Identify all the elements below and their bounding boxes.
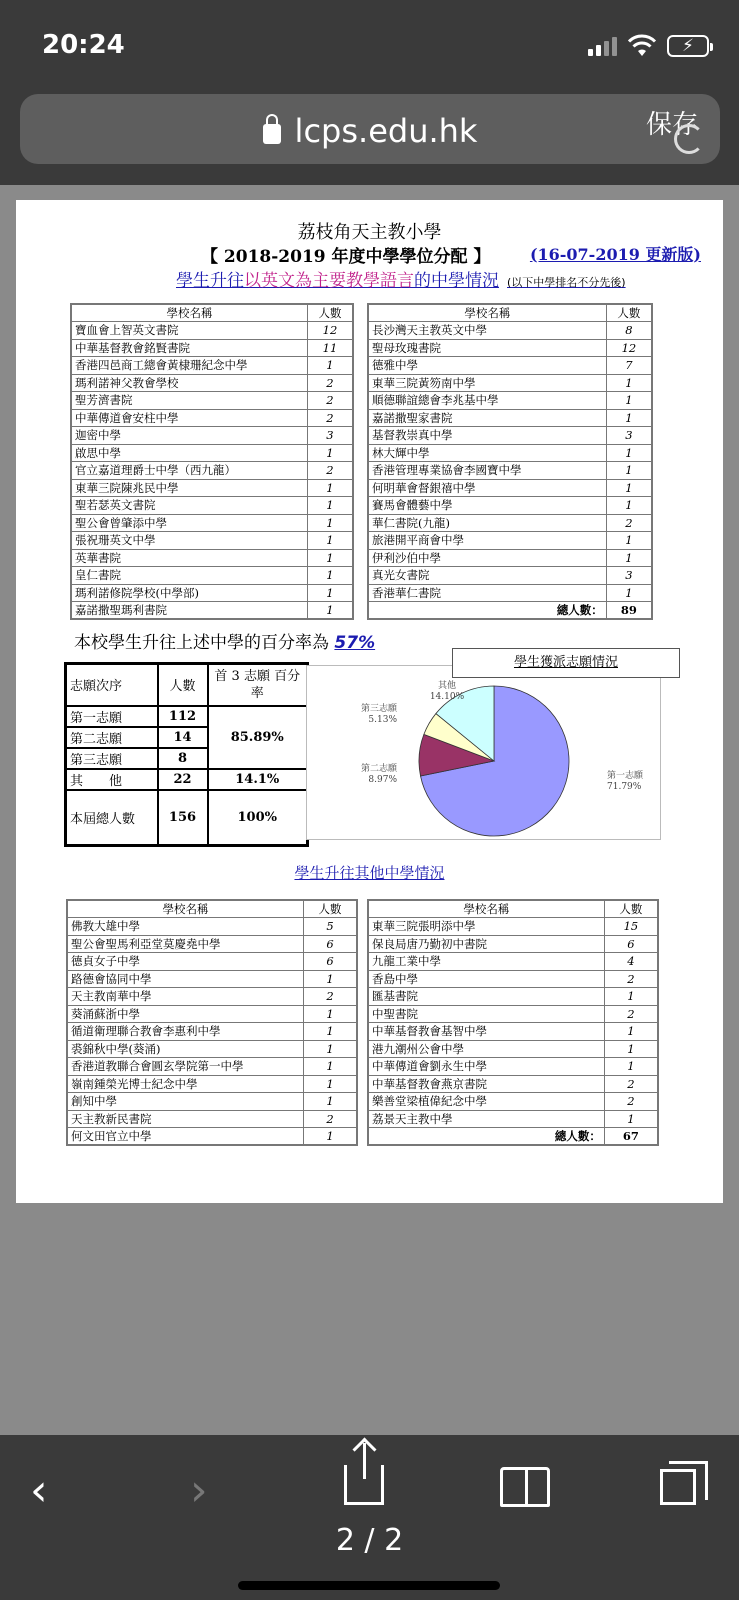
emi-school-table-right	[367, 303, 653, 620]
table-row	[67, 988, 357, 1006]
doc-update-version: (16-07-2019 更新版)	[529, 245, 701, 264]
table-row	[67, 953, 357, 971]
student-count: 1	[606, 497, 652, 515]
school-name: 迦密中學	[71, 427, 307, 445]
pref-total-pct: 100%	[208, 790, 308, 846]
school-name: 聖公會聖馬利亞堂莫慶堯中學	[67, 935, 304, 953]
school-name: 匯基書院	[368, 988, 604, 1006]
status-bar	[0, 0, 739, 90]
school-name: 香港華仁書院	[368, 584, 606, 602]
student-count: 1	[304, 1005, 357, 1023]
table-row	[368, 988, 658, 1006]
table-row	[67, 970, 357, 988]
student-count: 8	[606, 322, 652, 340]
table-row	[368, 532, 652, 550]
pie-label-value: 71.79%	[607, 782, 642, 792]
url-text: lcps.edu.hk	[294, 112, 478, 150]
school-name: 基督教崇真中學	[368, 427, 606, 445]
total-count: 67	[604, 1128, 658, 1146]
student-count: 2	[307, 409, 353, 427]
student-count: 3	[606, 567, 652, 585]
student-count: 1	[604, 1058, 658, 1076]
pref-header-count: 人數	[158, 664, 208, 706]
pref-header-order: 志願次序	[66, 664, 158, 706]
table-row	[71, 444, 353, 462]
student-count: 6	[604, 935, 658, 953]
student-count: 2	[307, 392, 353, 410]
student-count: 2	[604, 970, 658, 988]
total-label: 總人數：	[368, 602, 606, 620]
table-row	[71, 392, 353, 410]
school-name: 伊利沙伯中學	[368, 549, 606, 567]
school-name: 旅港開平商會中學	[368, 532, 606, 550]
pie-label-value: 5.13%	[368, 715, 397, 725]
pie-label-category: 第二志願	[360, 764, 397, 774]
table-row	[368, 918, 658, 936]
school-name: 英華書院	[71, 549, 307, 567]
student-count: 2	[307, 374, 353, 392]
pie-label-value: 8.97%	[368, 775, 397, 785]
address-bar[interactable]	[20, 94, 720, 164]
school-name: 長沙灣天主教英文中學	[368, 322, 606, 340]
table-row	[368, 339, 652, 357]
pref-row-count: 14	[158, 727, 208, 748]
table-row	[368, 549, 652, 567]
school-name: 港九潮州公會中學	[368, 1040, 604, 1058]
school-name: 華仁書院(九龍)	[368, 514, 606, 532]
table-row	[71, 357, 353, 375]
table-row	[368, 462, 652, 480]
pref-header-pct: 首 3 志願 百分率	[208, 664, 308, 706]
school-name: 張祝珊英文中學	[71, 532, 307, 550]
pref-top3-pct: 85.89%	[208, 706, 308, 769]
total-row	[368, 602, 652, 620]
pie-label-value: 14.10%	[429, 692, 465, 702]
school-name: 路德會協同中學	[67, 970, 304, 988]
school-name: 東華三院張明添中學	[368, 918, 604, 936]
share-icon[interactable]	[344, 1465, 384, 1505]
student-count: 2	[304, 988, 357, 1006]
student-count: 1	[307, 514, 353, 532]
school-name: 德貞女子中學	[67, 953, 304, 971]
student-count: 1	[606, 462, 652, 480]
student-count: 1	[304, 1040, 357, 1058]
student-count: 2	[604, 1075, 658, 1093]
table-row	[67, 1040, 357, 1058]
student-count: 2	[606, 514, 652, 532]
school-name: 裘錦秋中學(葵涌)	[67, 1040, 304, 1058]
school-name: 德雅中學	[368, 357, 606, 375]
table-row	[67, 918, 357, 936]
student-count: 2	[604, 1005, 658, 1023]
student-count: 1	[304, 1075, 357, 1093]
table-row	[71, 322, 353, 340]
student-count: 1	[307, 444, 353, 462]
student-count: 12	[606, 339, 652, 357]
total-count: 89	[606, 602, 652, 620]
school-name: 循道衛理聯合教會李惠利中學	[67, 1023, 304, 1041]
table-row	[67, 935, 357, 953]
emi-school-table-left	[70, 303, 354, 620]
table-row	[368, 1005, 658, 1023]
pie-chart-area	[306, 665, 661, 840]
reload-icon[interactable]	[674, 124, 704, 154]
pie-label-category: 第三志願	[360, 704, 397, 714]
table-row	[368, 392, 652, 410]
student-count: 5	[304, 918, 357, 936]
school-name: 聖芳濟書院	[71, 392, 307, 410]
table-row	[67, 1110, 357, 1128]
school-name: 官立嘉道理爵士中學（西九龍）	[71, 462, 307, 480]
student-count: 3	[606, 427, 652, 445]
school-name: 荔景天主教中學	[368, 1110, 604, 1128]
school-name: 中聖書院	[368, 1005, 604, 1023]
school-name: 何文田官立中學	[67, 1128, 304, 1146]
student-count: 1	[606, 409, 652, 427]
school-name: 嘉諾撒聖家書院	[368, 409, 606, 427]
table-row	[67, 1005, 357, 1023]
student-count: 4	[604, 953, 658, 971]
table-row	[368, 584, 652, 602]
school-name: 保良局唐乃勤初中書院	[368, 935, 604, 953]
table-row	[368, 1058, 658, 1076]
school-name: 嶺南鍾榮光博士紀念中學	[67, 1075, 304, 1093]
student-count: 1	[606, 584, 652, 602]
pie-label-category: 第一志願	[607, 771, 644, 781]
table-row	[368, 444, 652, 462]
school-name: 瑪利諾修院學校(中學部)	[71, 584, 307, 602]
student-count: 1	[606, 374, 652, 392]
student-count: 1	[606, 444, 652, 462]
student-count: 1	[304, 1023, 357, 1041]
student-count: 3	[307, 427, 353, 445]
table-row	[368, 1040, 658, 1058]
pref-row-label: 第一志願	[66, 706, 158, 727]
table-row	[67, 1075, 357, 1093]
school-name: 聖母玫瑰書院	[368, 339, 606, 357]
table-row	[368, 1093, 658, 1111]
school-name: 瑪利諾神父教會學校	[71, 374, 307, 392]
battery-charging-icon: ⚡	[667, 35, 709, 57]
table-row	[368, 357, 652, 375]
pref-total-label: 本屆總人數	[66, 790, 158, 846]
student-count: 1	[307, 357, 353, 375]
bookmarks-icon[interactable]	[500, 1467, 550, 1507]
total-label: 總人數：	[368, 1128, 604, 1146]
student-count: 1	[304, 970, 357, 988]
school-name: 啟思中學	[71, 444, 307, 462]
student-count: 1	[606, 549, 652, 567]
school-name: 香港四邑商工總會黃棣珊紀念中學	[71, 357, 307, 375]
school-name: 林大輝中學	[368, 444, 606, 462]
school-name: 創知中學	[67, 1093, 304, 1111]
school-name: 天主教新民書院	[67, 1110, 304, 1128]
school-name: 皇仁書院	[71, 567, 307, 585]
other-school-table-left	[66, 899, 358, 1146]
table-row	[368, 567, 652, 585]
student-count: 1	[606, 392, 652, 410]
total-row	[368, 1128, 658, 1146]
student-count: 1	[307, 532, 353, 550]
pref-other-pct: 14.1%	[208, 769, 308, 790]
school-name: 佛教大雄中學	[67, 918, 304, 936]
emi-heading: 學生升往以英文為主要教學語言的中學情況 (以下中學排名不分先後)	[176, 271, 626, 291]
student-count: 1	[606, 479, 652, 497]
table-row	[368, 1075, 658, 1093]
school-name: 中華基督教會燕京書院	[368, 1075, 604, 1093]
school-name: 寶血會上智英文書院	[71, 322, 307, 340]
forward-icon[interactable]: ›	[190, 1465, 208, 1516]
student-count: 1	[307, 497, 353, 515]
student-count: 2	[304, 1110, 357, 1128]
pie-chart-title: 學生獲派志願情況	[452, 648, 680, 678]
table-row	[71, 339, 353, 357]
table-row	[71, 497, 353, 515]
school-name: 東華三院陳兆民中學	[71, 479, 307, 497]
pref-row-count: 8	[158, 748, 208, 769]
table-row	[71, 532, 353, 550]
school-name: 順德聯誼總會李兆基中學	[368, 392, 606, 410]
pie-chart	[307, 666, 662, 841]
student-count: 1	[604, 1110, 658, 1128]
student-count: 1	[604, 988, 658, 1006]
school-name: 九龍工業中學	[368, 953, 604, 971]
pref-total-count: 156	[158, 790, 208, 846]
col-header-count: 人數	[304, 900, 357, 918]
school-name: 聖公會曾肇添中學	[71, 514, 307, 532]
table-row	[71, 427, 353, 445]
student-count: 12	[307, 322, 353, 340]
lock-icon	[263, 124, 281, 144]
student-count: 1	[606, 532, 652, 550]
student-count: 1	[307, 549, 353, 567]
student-count: 1	[604, 1040, 658, 1058]
table-row	[71, 409, 353, 427]
other-schools-heading: 學生升往其他中學情況	[294, 864, 445, 882]
col-header-school: 學校名稱	[368, 304, 606, 322]
pref-other-count: 22	[158, 769, 208, 790]
col-header-count: 人數	[604, 900, 658, 918]
col-header-count: 人數	[307, 304, 353, 322]
table-row	[67, 1023, 357, 1041]
tabs-icon[interactable]	[660, 1469, 696, 1505]
school-name: 聖若瑟英文書院	[71, 497, 307, 515]
table-row	[368, 1023, 658, 1041]
school-name: 中華傳道會安柱中學	[71, 409, 307, 427]
school-name: 香港道教聯合會圓玄學院第一中學	[67, 1058, 304, 1076]
school-name: 樂善堂梁植偉紀念中學	[368, 1093, 604, 1111]
table-row	[368, 935, 658, 953]
school-name: 真光女書院	[368, 567, 606, 585]
table-row	[368, 970, 658, 988]
school-name: 嘉諾撒聖瑪利書院	[71, 602, 307, 620]
student-count: 11	[307, 339, 353, 357]
student-count: 1	[307, 567, 353, 585]
table-row	[71, 479, 353, 497]
table-row	[368, 497, 652, 515]
col-header-school: 學校名稱	[71, 304, 307, 322]
table-row	[368, 479, 652, 497]
student-count: 6	[304, 935, 357, 953]
student-count: 1	[604, 1023, 658, 1041]
cellular-signal-icon	[588, 36, 617, 56]
save-button[interactable]: 保存	[645, 110, 698, 140]
school-name: 賽馬會體藝中學	[368, 497, 606, 515]
table-row	[67, 1058, 357, 1076]
col-header-count: 人數	[606, 304, 652, 322]
doc-subtitle: 【 2018-2019 年度中學學位分配 】	[201, 247, 491, 267]
table-row	[71, 602, 353, 620]
pref-other-label: 其 他	[66, 769, 158, 790]
table-row	[71, 567, 353, 585]
school-name: 葵涌蘇浙中學	[67, 1005, 304, 1023]
table-row	[368, 322, 652, 340]
pdf-page	[16, 200, 723, 1203]
table-row	[368, 409, 652, 427]
table-row	[67, 1128, 357, 1146]
student-count: 1	[307, 584, 353, 602]
student-count: 1	[304, 1093, 357, 1111]
school-name: 何明華會督銀禧中學	[368, 479, 606, 497]
school-name: 香港管理專業協會李國寶中學	[368, 462, 606, 480]
school-name: 香島中學	[368, 970, 604, 988]
student-count: 7	[606, 357, 652, 375]
school-name: 天主教南華中學	[67, 988, 304, 1006]
table-row	[71, 549, 353, 567]
status-time: 20:24	[42, 30, 125, 60]
table-row	[368, 374, 652, 392]
student-count: 2	[307, 462, 353, 480]
col-header-school: 學校名稱	[67, 900, 304, 918]
table-row	[368, 514, 652, 532]
table-row	[368, 427, 652, 445]
col-header-school: 學校名稱	[368, 900, 604, 918]
table-row	[71, 584, 353, 602]
doc-title: 荔枝角天主教小學	[297, 222, 442, 243]
table-row	[71, 462, 353, 480]
student-count: 6	[304, 953, 357, 971]
school-name: 東華三院黃笏南中學	[368, 374, 606, 392]
table-row	[67, 1093, 357, 1111]
pref-row-label: 第二志願	[66, 727, 158, 748]
table-row	[368, 953, 658, 971]
emi-percentage-line: 本校學生升往上述中學的百分率為 57%	[74, 633, 376, 653]
student-count: 15	[604, 918, 658, 936]
pie-label-category: 其他	[437, 681, 457, 691]
student-count: 1	[307, 602, 353, 620]
pref-row-label: 第三志願	[66, 748, 158, 769]
student-count: 1	[304, 1058, 357, 1076]
pref-row-count: 112	[158, 706, 208, 727]
table-row	[71, 514, 353, 532]
student-count: 1	[307, 479, 353, 497]
preference-table	[64, 662, 309, 847]
pdf-viewer[interactable]	[0, 185, 739, 1435]
school-name: 中華基督教會基智中學	[368, 1023, 604, 1041]
school-name: 中華基督教會銘賢書院	[71, 339, 307, 357]
bottom-toolbar	[0, 1435, 739, 1600]
student-count: 2	[604, 1093, 658, 1111]
wifi-icon	[627, 34, 657, 58]
back-icon[interactable]: ‹	[30, 1465, 48, 1516]
school-name: 中華傳道會劉永生中學	[368, 1058, 604, 1076]
other-school-table-right	[367, 899, 659, 1146]
home-indicator[interactable]	[238, 1581, 500, 1590]
table-row	[368, 1110, 658, 1128]
student-count: 1	[304, 1128, 357, 1146]
table-row	[71, 374, 353, 392]
page-indicator: 2 / 2	[335, 1523, 404, 1558]
